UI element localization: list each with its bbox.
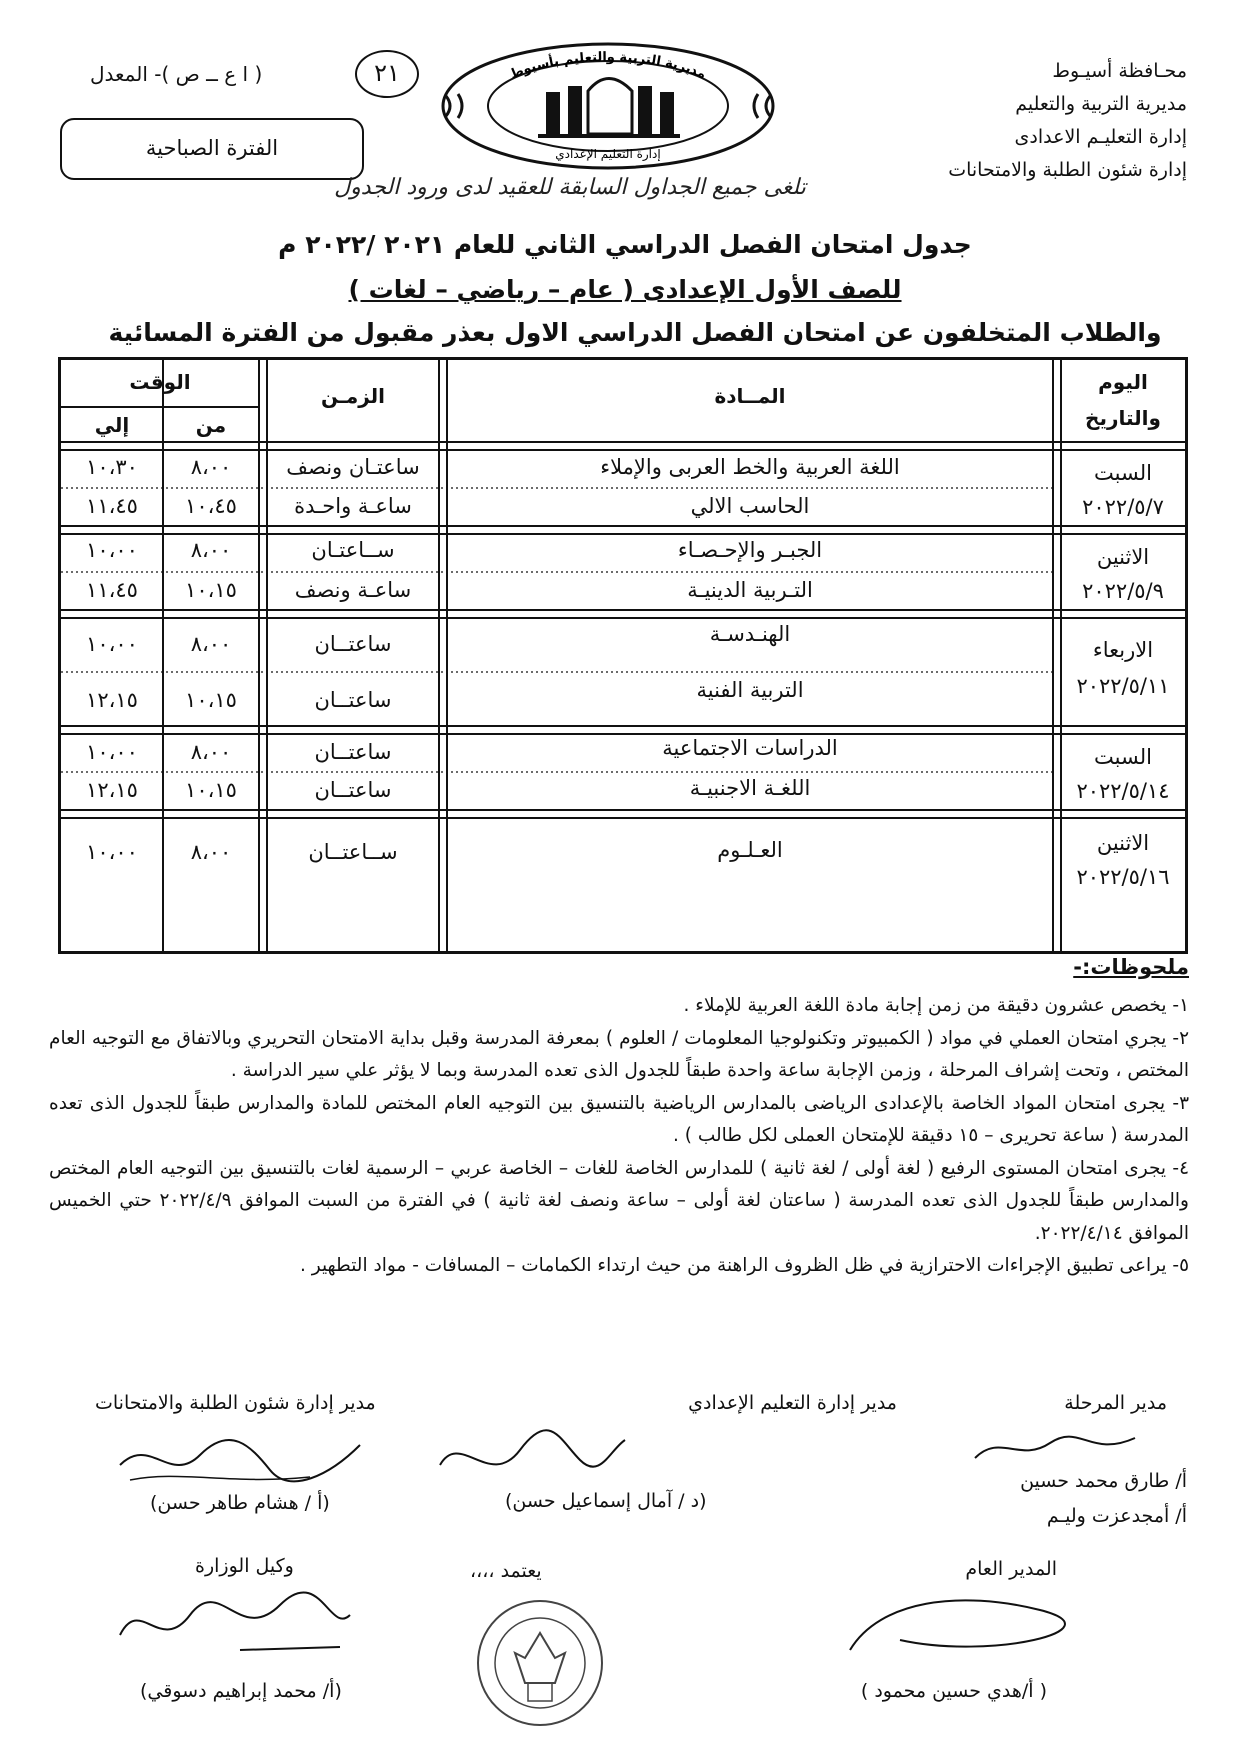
duration-cell: ساعتــان — [314, 778, 392, 802]
to-cell: ١٠،٠٠ — [86, 740, 138, 764]
subject-cell: الهنـدسـة — [709, 622, 791, 646]
subject-cell: العـلـوم — [717, 838, 783, 862]
to-cell: ١٠،٠٠ — [86, 632, 138, 656]
deputy-minister-title: وكيل الوزارة — [195, 1555, 294, 1577]
to-cell: ١٠،٠٠ — [86, 538, 138, 562]
note-item: ٥- يراعى تطبيق الإجراءات الاحترازية في ظل الظروف الراهنة من حيث ارتداء الكمامات – المسافات - مواد التطهير . — [299, 1255, 1189, 1276]
department: إدارة شئون الطلبة والامتحانات — [948, 159, 1187, 181]
general-manager-title: المدير العام — [965, 1558, 1057, 1580]
from-cell: ١٠،٤٥ — [185, 494, 237, 518]
day-name: السبت — [1094, 461, 1152, 485]
to-cell: ١٢،١٥ — [86, 688, 138, 712]
stage-signature-icon — [970, 1428, 1140, 1468]
administration: إدارة التعليـم الاعدادى — [1014, 126, 1187, 148]
duration-cell: ســاعتــان — [308, 840, 398, 864]
subject-cell: التـربية الدينيـة — [687, 578, 813, 602]
header-to: إلي — [94, 413, 130, 437]
prep-director-title: مدير إدارة التعليم الإعدادي — [688, 1392, 897, 1414]
governorate: محـافظة أسيـوط — [1052, 60, 1187, 82]
day-name: الاربعاء — [1092, 638, 1154, 662]
logo-text-bottom: إدارة التعليم الإعدادي — [555, 147, 661, 161]
makeup-note: والطلاب المتخلفون عن امتحان الفصل الدراسي الاول بعذر مقبول من الفترة المسائية — [108, 318, 1162, 347]
deputy-signature-icon — [100, 1575, 360, 1665]
header-duration: الزمـن — [320, 384, 386, 408]
day-date: ٢٠٢٢/٥/١٦ — [1076, 865, 1170, 889]
stage-director-name1: أ/ طارق محمد حسين — [1020, 1470, 1187, 1492]
duration-cell: ساعتــان — [314, 632, 392, 656]
header-day-line2: والتاريخ — [1085, 406, 1161, 430]
header-subject: المــادة — [714, 384, 786, 408]
duration-cell: ساعتــان — [314, 688, 392, 712]
day-date: ٢٠٢٢/٥/٧ — [1082, 495, 1164, 519]
day-cell — [1061, 632, 1185, 704]
from-cell: ١٠،١٥ — [185, 778, 237, 802]
handwritten-note: تلغى جميع الجداول السابقة للعقيد لدى ورود الجدول — [334, 175, 806, 200]
day-name: السبت — [1094, 745, 1152, 769]
header-authority — [857, 55, 1187, 187]
stage-director-title: مدير المرحلة — [1064, 1392, 1167, 1414]
day-cell — [1061, 456, 1185, 524]
page-subtitle — [80, 275, 1170, 304]
subtitle-text: للصف الأول الإعدادى ( عام – رياضي – لغات ) — [348, 275, 902, 304]
duration-cell: ساعـة واحـدة — [294, 494, 412, 518]
header-time: الوقت — [129, 370, 191, 394]
note-item: ١- يخصص عشرون دقيقة من زمن إجابة مادة اللغة العربية للإملاء . — [683, 995, 1189, 1016]
to-cell: ١٢،١٥ — [86, 778, 138, 802]
subject-cell: الجبـر والإحـصـاء — [677, 538, 823, 562]
prep-signature-icon — [430, 1420, 630, 1490]
logo-text-top: مديرية التربية والتعليم بأسيوط — [507, 49, 709, 83]
day-cell — [1061, 740, 1185, 808]
form-code: ( ا ع ــ ص )- المعدل — [90, 62, 263, 86]
from-cell: ٨،٠٠ — [190, 840, 232, 864]
deputy-minister-name: (أ/ محمد إبراهيم دسوقي) — [140, 1680, 342, 1702]
exam-schedule-table — [58, 357, 1188, 954]
from-cell: ٨،٠٠ — [190, 632, 232, 656]
from-cell: ٨،٠٠ — [190, 538, 232, 562]
from-cell: ٨،٠٠ — [190, 740, 232, 764]
from-cell: ١٠،١٥ — [185, 578, 237, 602]
page-title: جدول امتحان الفصل الدراسي الثاني للعام ٢٠٢١ /٢٠٢٢ م — [278, 230, 972, 259]
affairs-signature-icon — [110, 1425, 370, 1495]
notes-heading: ملحوظات:- — [1073, 955, 1189, 979]
header-from: من — [195, 413, 227, 437]
header-day — [1061, 364, 1185, 436]
day-cell — [1061, 540, 1185, 608]
from-cell: ٨،٠٠ — [190, 455, 232, 479]
general-manager-name: ( أ/هدي حسين محمود ) — [860, 1680, 1047, 1702]
gm-signature-icon — [840, 1580, 1080, 1670]
subject-cell: التربية الفنية — [696, 678, 804, 702]
stamp-number: ٢١ — [355, 50, 419, 98]
stage-director-name2: أ/ أمجدعزت وليـم — [1046, 1505, 1187, 1527]
ministry-logo — [418, 36, 798, 186]
day-date: ٢٠٢٢/٥/١١ — [1076, 674, 1170, 698]
prep-director-name: (د / آمال إسماعيل حسن) — [505, 1490, 707, 1512]
day-name: الاثنين — [1096, 831, 1150, 855]
duration-cell: ساعتـان ونصف — [286, 455, 420, 479]
official-seal-icon — [470, 1588, 610, 1738]
note-item: ٤- يجرى امتحان المستوى الرفيع ( لغة أولى / لغة ثانية ) للمدارس الخاصة للغات – الخاصة عربي – الرسمية لغات بالتنسيق بين التوجيه العام المختص والمدارس طبقاً للجدول الذى تعده المدرسة ( ساعتان لغة أولى – ساعة ونصف لغة ثانية ) في الفترة من السبت الموافق ٢٠٢٢/٤/٩ حتي الخميس الموافق ٢٠٢٢/٤/١٤. — [49, 1157, 1189, 1244]
subject-cell: اللغة العربية والخط العربى والإملاء — [600, 455, 900, 479]
notes-list — [49, 990, 1189, 1283]
duration-cell: ساعـة ونصف — [294, 578, 412, 602]
affairs-director-name: (أ / هشام طاهر حسن) — [150, 1492, 330, 1514]
day-date: ٢٠٢٢/٥/١٤ — [1076, 779, 1170, 803]
to-cell: ١١،٤٥ — [86, 578, 138, 602]
day-cell — [1061, 826, 1185, 894]
directorate: مديرية التربية والتعليم — [1015, 93, 1187, 115]
duration-cell: ساعتــان — [314, 740, 392, 764]
from-cell: ١٠،١٥ — [185, 688, 237, 712]
day-date: ٢٠٢٢/٥/٩ — [1082, 579, 1164, 603]
to-cell: ١١،٤٥ — [86, 494, 138, 518]
note-item: ٣- يجرى امتحان المواد الخاصة بالإعدادى الرياضى بالمدارس الرياضية بالتنسيق بين التوجيه العام المختص للمادة والمدارس طبقاً للجدول الذى تعده المدرسة ( ساعة تحريرى – ١٥ دقيقة للإمتحان العملى لكل طالب ) . — [49, 1092, 1189, 1146]
subject-cell: اللغـة الاجنبيـة — [689, 776, 811, 800]
subject-cell: الدراسات الاجتماعية — [662, 736, 838, 760]
header-day-line1: اليوم — [1098, 370, 1148, 394]
subject-cell: الحاسب الالي — [690, 494, 810, 518]
to-cell: ١٠،٠٠ — [86, 840, 138, 864]
approval-label: يعتمد ،،،، — [470, 1560, 542, 1582]
duration-cell: ســاعتـان — [311, 538, 395, 562]
affairs-director-title: مدير إدارة شئون الطلبة والامتحانات — [95, 1392, 376, 1414]
period-box: الفترة الصباحية — [60, 118, 364, 180]
note-item: ٢- يجري امتحان العملي في مواد ( الكمبيوتر وتكنولوجيا المعلومات / العلوم ) بمعرفة المدرسة وقبل بداية الامتحان التحريري وبالاتفاق مع التوجيه العام المختص ، وتحت إشراف المرحلة ، وزمن الإجابة ساعة واحدة طبقاً للجدول الذى تعده المدرسة وبما لا يؤثر علي سير الدراسة . — [49, 1027, 1189, 1081]
day-name: الاثنين — [1096, 545, 1150, 569]
to-cell: ١٠،٣٠ — [86, 455, 138, 479]
